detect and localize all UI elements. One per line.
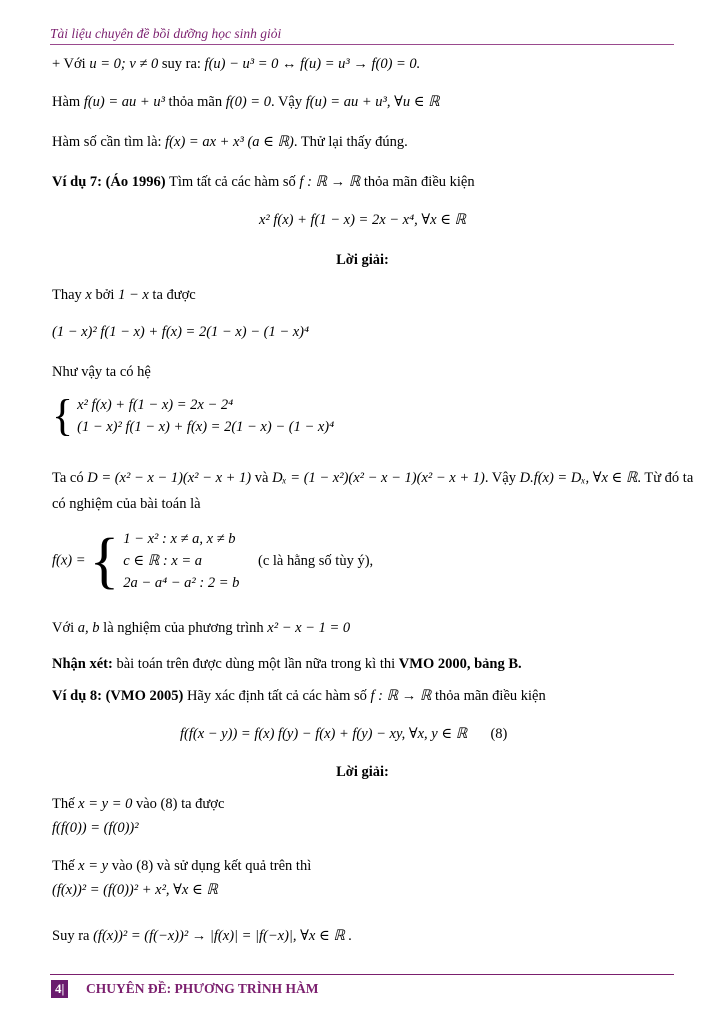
- roots-line: [52, 618, 350, 638]
- determinant-line: [52, 468, 693, 488]
- piecewise-row: 1 − x² : x ≠ a, x ≠ b: [123, 531, 236, 547]
- text: ta được: [152, 287, 196, 303]
- example-label: Ví dụ 8: (VMO 2005): [52, 688, 184, 704]
- formula: D.f(x) = Dₓ, ∀x ∈ ℝ: [519, 470, 638, 486]
- formula: (f(x))² = (f(0))² + x², ∀x ∈ ℝ: [52, 882, 218, 898]
- left-brace: {: [52, 391, 74, 440]
- text: . Vậy: [270, 94, 303, 110]
- example-label: Ví dụ 7: (Áo 1996): [52, 174, 166, 190]
- text: Ta có: [52, 470, 84, 486]
- header-title: Tài liệu chuyên đề bồi dưỡng học sinh giỏi: [50, 26, 282, 41]
- system-rows: [77, 394, 334, 438]
- note: (c là hằng số tùy ý),: [258, 553, 374, 569]
- text: Thay: [52, 287, 82, 303]
- text: vào (8) và sử dụng kết quả trên thì: [111, 858, 312, 874]
- text: Tìm tất cả các hàm số: [168, 174, 296, 190]
- system-intro: Như vậy ta có hệ: [52, 364, 151, 380]
- step-1-line: [52, 794, 224, 814]
- page-number: [51, 980, 68, 998]
- header-rule: [50, 44, 674, 45]
- text: . Vậy: [484, 470, 516, 486]
- page-separator: |: [61, 981, 65, 996]
- formula: f : ℝ → ℝ: [370, 688, 432, 704]
- formula: f(u) = au + u³, ∀u ∈ ℝ: [305, 94, 440, 110]
- text: Thế: [52, 858, 75, 874]
- formula: f(f(x − y)) = f(x) f(y) − f(x) + f(y) − xy, ∀x, y ∈ ℝ: [180, 726, 468, 742]
- left-brace: {: [89, 527, 120, 595]
- formula: Dₓ = (1 − x²)(x² − x − 1)(x² − x + 1): [272, 470, 485, 486]
- piecewise-row: 2a − a⁴ − a² : 2 = b: [123, 575, 240, 591]
- formula: D = (x² − x − 1)(x² − x + 1): [87, 470, 252, 486]
- formula: (1 − x)² f(1 − x) + f(x) = 2(1 − x) − (1 − x)⁴: [52, 324, 310, 340]
- formula: f(x) = ax + x³ (a ∈ ℝ): [165, 134, 294, 150]
- formula: f : ℝ → ℝ: [299, 174, 361, 190]
- solution-heading-2: Lời giải:: [336, 764, 389, 780]
- example-7-heading: [52, 172, 475, 192]
- text: thỏa mãn điều kiện: [434, 688, 546, 704]
- equation-system: [52, 391, 335, 440]
- formula: f(f(0)) = (f(0))²: [52, 820, 139, 836]
- text: Thế: [52, 796, 75, 812]
- text: Hàm số cần tìm là:: [52, 134, 162, 150]
- text: Với: [52, 620, 75, 636]
- piecewise-function: [52, 528, 373, 594]
- example-8-heading: [52, 686, 546, 706]
- substituted-equation: [52, 322, 309, 342]
- text: Hãy xác định tất cả các hàm số: [186, 688, 367, 704]
- piecewise-rows: [123, 528, 373, 594]
- text: vào (8) ta được: [136, 796, 225, 812]
- text: Suy ra: [52, 928, 90, 944]
- formula: f(u) = au + u³: [83, 94, 165, 110]
- text: là nghiệm của phương trình: [103, 620, 264, 636]
- function-line: [52, 92, 440, 112]
- equation-number: (8): [490, 726, 508, 742]
- case-line: [52, 54, 420, 74]
- text: thỏa mãn: [168, 94, 223, 110]
- determinant-line-2: có nghiệm của bài toán là: [52, 496, 201, 512]
- formula: x² − x − 1 = 0: [267, 620, 351, 636]
- step-2-result: [52, 880, 218, 900]
- formula: c ∈ ℝ : x = a: [123, 553, 202, 569]
- step-3-line: [52, 926, 352, 946]
- formula: x = y: [78, 858, 109, 874]
- text: . Từ đó ta: [637, 470, 694, 486]
- system-row: x² f(x) + f(1 − x) = 2x − 2⁴: [77, 397, 234, 413]
- text: và: [254, 470, 269, 486]
- solution-heading: Lời giải:: [336, 252, 389, 268]
- formula: x² f(x) + f(1 − x) = 2x − x⁴, ∀x ∈ ℝ: [258, 212, 467, 228]
- text: . Thử lại thấy đúng.: [293, 134, 408, 150]
- case-mid-text: suy ra:: [161, 56, 201, 72]
- formula: a, b: [77, 620, 100, 636]
- footer-rule: [50, 974, 674, 975]
- formula: (f(x))² = (f(−x))² → |f(x)| = |f(−x)|, ∀x ∈ ℝ .: [93, 928, 353, 944]
- text: thỏa mãn điều kiện: [363, 174, 475, 190]
- example-8-equation: [180, 724, 507, 744]
- text: Hàm: [52, 94, 81, 110]
- substitution-line: [52, 285, 196, 305]
- remark-line: [52, 654, 522, 674]
- step-2-line: [52, 856, 311, 876]
- case-condition: u = 0; v ≠ 0: [89, 56, 159, 72]
- answer-line: [52, 132, 408, 152]
- remark-label: Nhận xét:: [52, 656, 113, 672]
- formula: 1 − x: [118, 287, 149, 303]
- piecewise-row: [123, 550, 373, 572]
- example-7-equation: [0, 210, 725, 230]
- case-equation: f(u) − u³ = 0 ↔ f(u) = u³ → f(0) = 0.: [204, 56, 421, 72]
- formula: f(0) = 0: [225, 94, 271, 110]
- system-row: (1 − x)² f(1 − x) + f(x) = 2(1 − x) − (1 − x)⁴: [77, 419, 335, 435]
- formula: x = y = 0: [78, 796, 133, 812]
- case-prefix: + Với: [52, 56, 86, 72]
- piecewise-lhs: f(x) =: [52, 552, 86, 569]
- formula: x: [85, 287, 92, 303]
- step-1-result: [52, 818, 139, 838]
- footer-title: CHUYÊN ĐỀ: PHƯƠNG TRÌNH HÀM: [86, 981, 319, 996]
- text: bởi: [95, 287, 115, 303]
- text: bài toán trên được dùng một lần nữa trong kì thi: [116, 656, 396, 672]
- remark-emphasis: VMO 2000, bảng B.: [398, 656, 522, 672]
- page-number-value: 4: [55, 981, 62, 996]
